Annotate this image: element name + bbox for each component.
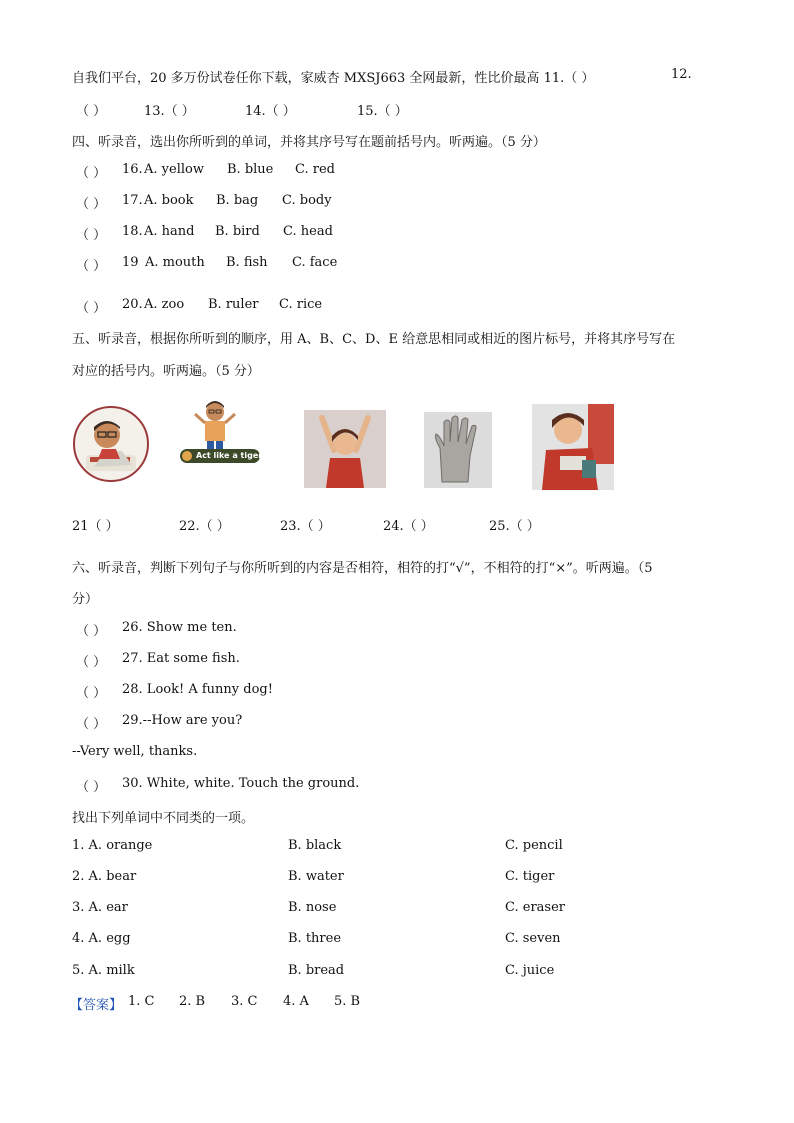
child-pointing-picture [532,404,614,490]
answer-paren: （ ） [76,301,107,316]
boy-circle-picture [72,405,150,483]
intro-line [72,67,594,86]
question-number: 16. [122,162,143,177]
answer-4: 4. A [283,994,309,1009]
option-c: C. body [282,193,332,208]
option-a: 3. A. ear [72,900,128,915]
sentence: 26. Show me ten. [122,620,237,635]
answer-paren: （ ） [76,717,107,732]
question-number: 20. [122,297,143,312]
option-a: A. yellow [144,162,204,177]
blank-14: 14.（ ） [245,104,296,119]
blank-12: （ ） [76,104,107,119]
answer-2: 2. B [179,994,206,1009]
sentence: 27. Eat some fish. [122,651,240,666]
option-a: 2. A. bear [72,869,137,884]
question-29-reply: --Very well, thanks. [72,744,198,759]
answer-paren: （ ） [76,197,107,212]
option-c: C. juice [505,963,555,978]
sentence: 30. White, white. Touch the ground. [122,776,360,791]
section-6-title-line-1: 六、听录音，判断下列句子与你所听到的内容是否相符，相符的打“√”，不相符的打“×”。听两遍。（5 [72,561,653,576]
answer-paren: （ ） [76,624,107,639]
question-number: 18. [122,224,143,239]
option-c: C. rice [279,297,323,312]
option-b: B. bread [288,963,345,978]
question-number: 19 [122,255,139,270]
section-6-title-line-2: 分） [72,592,99,607]
answer-paren: （ ） [76,655,107,670]
answer-3: 3. C [231,994,258,1009]
option-a: A. mouth [145,255,205,270]
option-a: A. hand [144,224,195,239]
answer-23: 23.（ ） [280,519,331,534]
answer-1: 1. C [128,994,155,1009]
section-7-title: 找出下列单词中不同类的一项。 [72,811,255,826]
option-b: B. water [288,869,344,884]
question-number: 17. [122,193,143,208]
sticker-text: Act like a tiger [196,451,263,460]
sentence: 28. Look! A funny dog! [122,682,273,697]
option-a: 4. A. egg [72,931,131,946]
blank-15: 15.（ ） [357,104,408,119]
sentence: 29.--How are you? [122,713,243,728]
option-c: C. pencil [505,838,563,853]
option-b: B. black [288,838,342,853]
option-c: C. seven [505,931,561,946]
answer-22: 22.（ ） [179,519,230,534]
answer-paren: （ ） [76,259,107,274]
answer-24: 24.（ ） [383,519,434,534]
blank-13: 13.（ ） [144,104,195,119]
option-b: B. bag [216,193,259,208]
option-a: A. book [144,193,194,208]
option-c: C. tiger [505,869,555,884]
option-c: C. eraser [505,900,565,915]
option-b: B. blue [227,162,274,177]
question-12-number: 12. [671,67,692,82]
girl-arms-up-picture [304,410,386,488]
option-b: B. three [288,931,342,946]
answer-5: 5. B [334,994,361,1009]
option-a: 1. A. orange [72,838,153,853]
hand-picture [424,412,492,488]
answer-paren: （ ） [76,166,107,181]
answer-25: 25.（ ） [489,519,540,534]
answer-label: 【答案】 [70,998,123,1013]
section-5-title-line-1: 五、听录音，根据你所听到的顺序，用 A、B、C、D、E 给意思相同或相近的图片标号，并将其序号写在 [72,332,676,347]
option-c: C. face [292,255,338,270]
option-a: 5. A. milk [72,963,135,978]
option-b: B. ruler [208,297,259,312]
section-5-title-line-2: 对应的括号内。听两遍。（5 分） [72,364,260,379]
answer-21: 21（ ） [72,519,119,534]
answer-paren: （ ） [76,780,107,795]
option-a: A. zoo [144,297,185,312]
option-b: B. nose [288,900,337,915]
intro-text: 自我们平台，20 多万份试卷任你下载，家威杏 MXSJ663 全网最新，性比价最高 11.（ ） [72,71,595,86]
option-b: B. bird [215,224,260,239]
option-c: C. head [283,224,333,239]
answer-paren: （ ） [76,686,107,701]
option-c: C. red [295,162,335,177]
option-b: B. fish [226,255,268,270]
section-4-title: 四、听录音，选出你所听到的单词，并将其序号写在题前括号内。听两遍。（5 分） [72,135,546,150]
answer-paren: （ ） [76,228,107,243]
